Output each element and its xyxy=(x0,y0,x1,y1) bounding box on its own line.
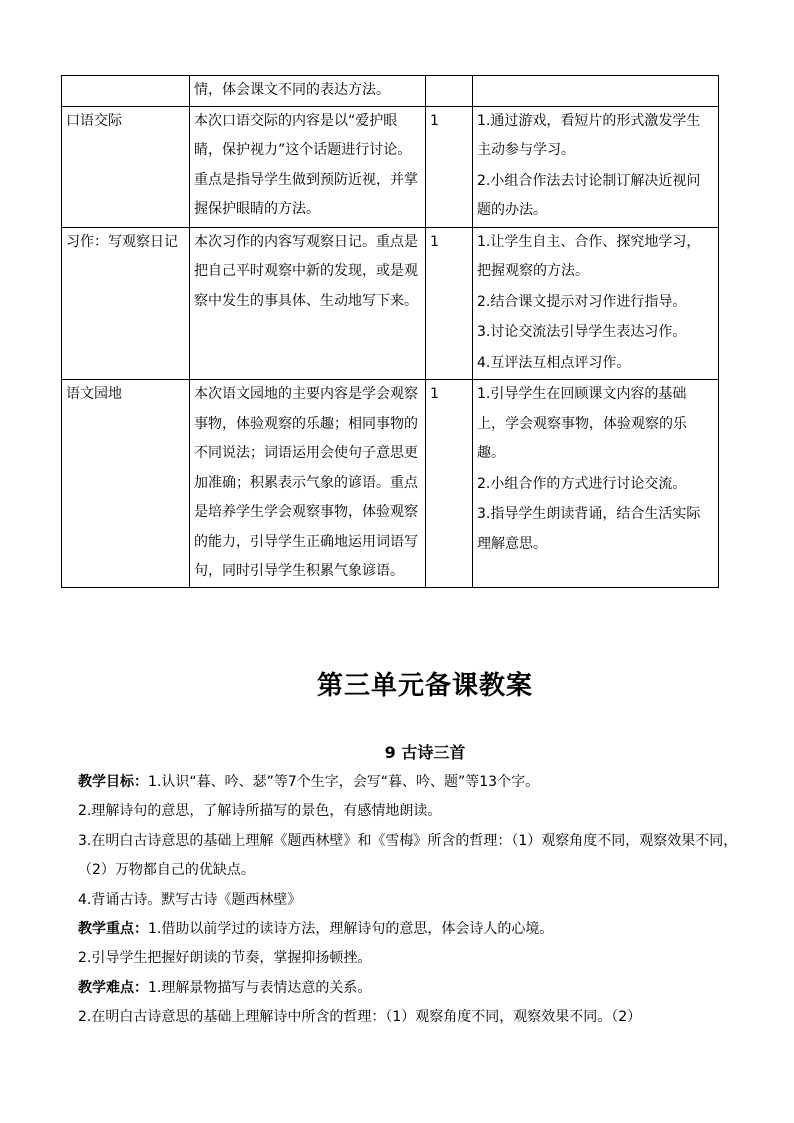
method-item: 4.互评法互相点评习作。 xyxy=(477,354,631,371)
table-cell-methods xyxy=(473,106,719,227)
section-label: 教学重点： xyxy=(78,921,148,938)
lesson-body xyxy=(78,768,738,1033)
table-cell-methods xyxy=(473,380,719,588)
table-cell-name: 口语交际 xyxy=(62,106,190,227)
method-item: 3.指导学生朗读背诵，结合生活实际理解意思。 xyxy=(477,506,701,552)
method-item: 2.小组合作的方式进行讨论交流。 xyxy=(477,475,687,492)
table-row xyxy=(62,380,719,588)
table-cell-hours: 1 xyxy=(426,227,473,380)
paragraph xyxy=(78,1003,738,1032)
section-label: 教学目标： xyxy=(78,774,148,790)
table-cell-name xyxy=(62,76,190,107)
method-item: 1.引导学生在回顾课文内容的基础上，学会观察事物，体验观察的乐趣。 xyxy=(477,386,687,461)
table-row xyxy=(62,76,719,107)
method-item: 2.小组合作法去讨论制订解决近视问题的办法。 xyxy=(477,172,701,218)
paragraph xyxy=(78,944,738,973)
table-row xyxy=(62,227,719,380)
paragraph-text: 1.认识“暮、吟、瑟”等7个生字，会写“暮、吟、题”等13个字。 xyxy=(148,774,540,790)
method-item: 1.让学生自主、合作、探究地学习，把握观察的方法。 xyxy=(477,233,701,279)
paragraph xyxy=(78,768,738,797)
table-cell-content: 本次习作的内容写观察日记。重点是把自己平时观察中新的发现，或是观察中发生的事具体、生动地写下来。 xyxy=(190,227,426,380)
table-cell-content: 本次口语交际的内容是以“爱护眼睛，保护视力”这个话题进行讨论。重点是指导学生做到预防近视，并掌握保护眼睛的方法。 xyxy=(190,106,426,227)
table-cell-hours: 1 xyxy=(426,380,473,588)
table-cell-name: 语文园地 xyxy=(62,380,190,588)
unit-title: 第三单元备课教案 xyxy=(316,671,533,701)
teaching-plan-table xyxy=(61,75,719,588)
table-row xyxy=(62,106,719,227)
paragraph-text: 2.在明白古诗意思的基础上理解诗中所含的哲理：（1）观察角度不同，观察效果不同。（2） xyxy=(78,1009,642,1026)
table-cell-methods xyxy=(473,227,719,380)
paragraph-text: 1.理解景物描写与表情达意的关系。 xyxy=(148,979,372,996)
paragraph xyxy=(78,915,738,944)
table-cell-methods xyxy=(473,76,719,107)
paragraph-text: 4.背诵古诗。默写古诗《题西林壁》 xyxy=(78,891,302,908)
paragraph-text: 2.引导学生把握好朗读的节奏，掌握抑扬顿挫。 xyxy=(78,950,372,967)
table-cell-content: 本次语文园地的主要内容是学会观察事物，体验观察的乐趣；相同事物的不同说法；词语运用会使句子意思更加准确；积累表示气象的谚语。重点是培养学生学会观察事物，体验观察的能力，引导学生正确地运用词语写句，同时引导学生积累气象谚语。 xyxy=(190,380,426,588)
paragraph xyxy=(78,797,738,826)
paragraph-text: 1.借助以前学过的读诗方法，理解诗句的意思，体会诗人的心境。 xyxy=(148,921,554,938)
paragraph-text: 2.理解诗句的意思，了解诗所描写的景色，有感情地朗读。 xyxy=(78,803,442,820)
table-cell-content: 情，体会课文不同的表达方法。 xyxy=(190,76,426,107)
paragraph xyxy=(78,974,738,1003)
section-label: 教学难点： xyxy=(78,979,148,996)
paragraph xyxy=(78,886,738,915)
paragraph xyxy=(78,827,738,886)
method-item: 3.讨论交流法引导学生表达习作。 xyxy=(477,324,687,340)
paragraph-text: 3.在明白古诗意思的基础上理解《题西林壁》和《雪梅》所含的哲理：（1）观察角度不同，观察效果不同，（2）万物都自己的优缺点。 xyxy=(78,832,738,879)
lesson-title: 9 古诗三首 xyxy=(384,743,466,762)
method-item: 1.通过游戏，看短片的形式激发学生主动参与学习。 xyxy=(477,112,701,158)
table-cell-hours: 1 xyxy=(426,106,473,227)
table-cell-name: 习作：写观察日记 xyxy=(62,227,190,380)
table-cell-hours xyxy=(426,76,473,107)
method-item: 2.结合课文提示对习作进行指导。 xyxy=(477,293,687,310)
